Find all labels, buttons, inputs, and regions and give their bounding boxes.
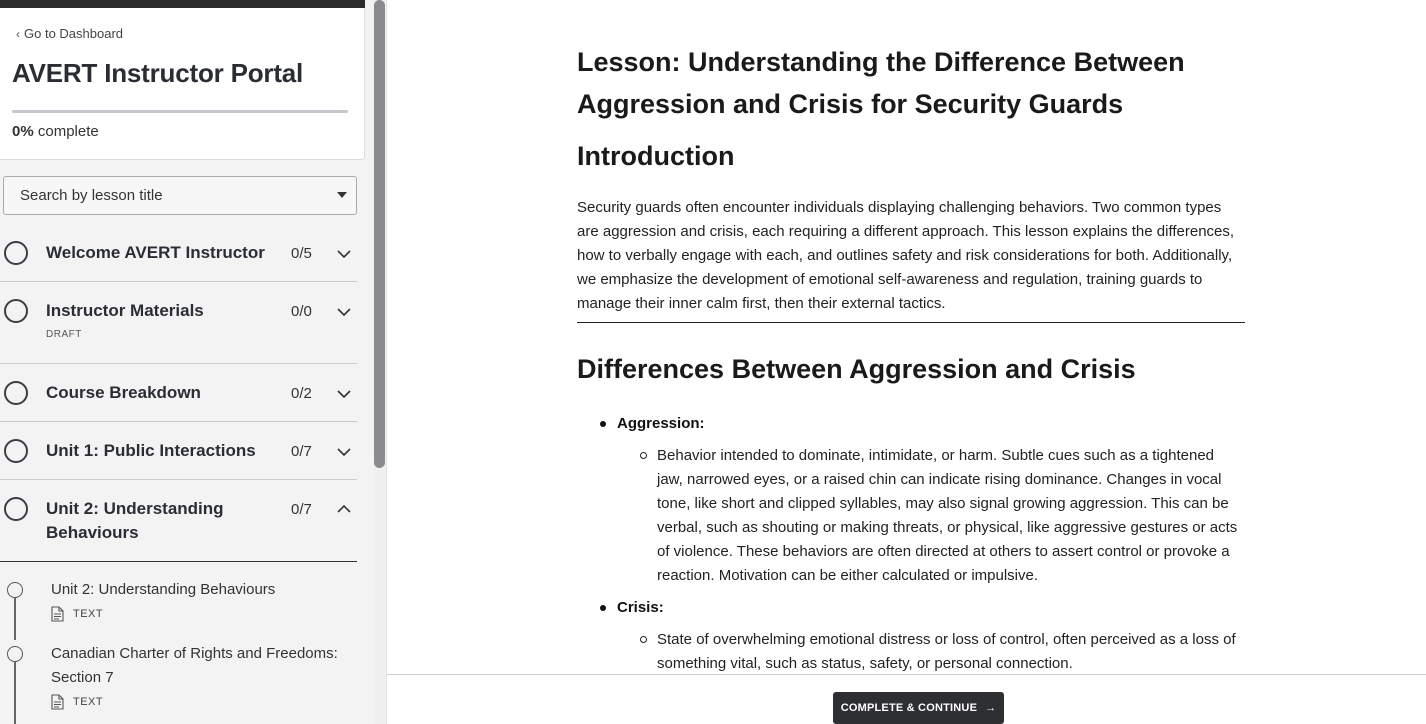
section-divider <box>577 322 1245 323</box>
progress-percent: 0% <box>12 123 34 140</box>
lesson-content-area <box>387 0 1426 674</box>
go-to-dashboard-link[interactable] <box>16 26 123 41</box>
section-title: Unit 1: Public Interactions <box>46 441 256 460</box>
section-title: Course Breakdown <box>46 383 201 402</box>
differences-heading: Differences Between Aggression and Crisis <box>577 354 1136 384</box>
caret-down-icon <box>337 192 347 198</box>
lesson-item-canadian-charter-section-7[interactable] <box>0 642 357 724</box>
lesson-type-label: TEXT <box>73 696 104 708</box>
section-unit-1-public-interactions[interactable] <box>0 422 357 480</box>
text-document-icon <box>51 694 64 710</box>
lesson-type-label: TEXT <box>73 608 104 620</box>
section-title: Welcome AVERT Instructor <box>46 243 265 262</box>
section-count: 0/7 <box>291 443 312 460</box>
continue-button-label: COMPLETE & CONTINUE <box>840 702 978 714</box>
section-count: 0/0 <box>291 303 312 320</box>
portal-title: AVERT Instructor Portal <box>12 58 304 88</box>
chevron-down-icon <box>337 305 351 319</box>
section-course-breakdown[interactable] <box>0 364 357 422</box>
draft-badge: DRAFT <box>46 329 82 340</box>
bullet-aggression-detail: Behavior intended to dominate, intimidate, or harm. Subtle cues such as a tightened jaw, narrowed eyes, or a raised chin can indicate rising dominance. Changes in vocal tone, like short and clipped syllables, may also signal growing aggression. This can be verbal, such as shouting or making threats, or physical, like aggressive gestures or acts of violence. These behaviors are often directed at others to assert control or provoke a reaction. Motivation can be either calculated or impulsive. <box>657 444 1239 588</box>
section-count: 0/5 <box>291 245 312 262</box>
bullet-crisis-label: Crisis: <box>617 596 664 620</box>
back-link-label: Go to Dashboard <box>24 26 124 41</box>
chevron-down-icon <box>337 247 351 261</box>
introduction-paragraph: Security guards often encounter individuals displaying challenging behaviors. Two common types are aggression and crisis, each requiring a different approach. This lesson explains the differences, how to verbally engage with each, and outlines safety and risk considerations for both. Additionally, we emphasize the development of emotional self-awareness and regulation, training guards to manage their inner calm first, then their external tactics. <box>577 199 1235 312</box>
lesson-type <box>51 606 103 622</box>
introduction-heading: Introduction <box>577 141 735 171</box>
lesson-footer <box>387 674 1426 724</box>
section-title: Instructor Materials <box>46 301 204 320</box>
top-bar <box>0 0 365 8</box>
section-title: Unit 2: Understanding Behaviours <box>46 499 224 542</box>
bullet-aggression-label: Aggression: <box>617 412 705 436</box>
lesson-type <box>51 694 103 710</box>
sidebar-scrollbar-thumb[interactable] <box>374 0 385 468</box>
text-document-icon <box>51 606 64 622</box>
chevron-down-icon <box>337 445 351 459</box>
section-welcome-avert-instructor[interactable] <box>0 223 357 282</box>
lesson-title: Unit 2: Understanding Behaviours <box>51 581 276 598</box>
section-status-circle-icon <box>4 299 28 323</box>
section-count: 0/7 <box>291 501 312 518</box>
arrow-right-icon: → <box>985 702 997 714</box>
chevron-up-icon <box>337 502 351 516</box>
search-select-value: Search by lesson title <box>20 187 163 204</box>
section-unit-2-understanding-behaviours[interactable] <box>0 480 357 562</box>
progress-text <box>12 123 99 140</box>
chevron-down-icon <box>337 387 351 401</box>
sidebar-header <box>0 0 365 160</box>
lesson-title-heading: Lesson: Understanding the Difference Between Aggression and Crisis for Security Guards <box>577 47 1185 119</box>
bullet-crisis-detail: State of overwhelming emotional distress or loss of control, often perceived as a loss of something vital, such as status, safety, or personal connection. <box>657 628 1239 674</box>
progress-bar <box>12 110 348 113</box>
section-status-circle-icon <box>4 497 28 521</box>
complete-and-continue-button[interactable] <box>833 692 1004 724</box>
section-status-circle-icon <box>4 381 28 405</box>
section-status-circle-icon <box>4 241 28 265</box>
section-instructor-materials[interactable] <box>0 282 357 364</box>
course-sidebar <box>0 0 373 724</box>
section-count: 0/2 <box>291 385 312 402</box>
lesson-search-select[interactable] <box>3 176 357 215</box>
section-status-circle-icon <box>4 439 28 463</box>
lesson-status-circle-icon <box>7 646 23 662</box>
chevron-left-icon: ‹ <box>16 26 20 41</box>
lesson-item-unit-2-understanding-behaviours[interactable] <box>0 578 357 638</box>
progress-suffix: complete <box>33 123 99 140</box>
lesson-status-circle-icon <box>7 582 23 598</box>
lesson-title: Canadian Charter of Rights and Freedoms: Section 7 <box>51 645 338 686</box>
